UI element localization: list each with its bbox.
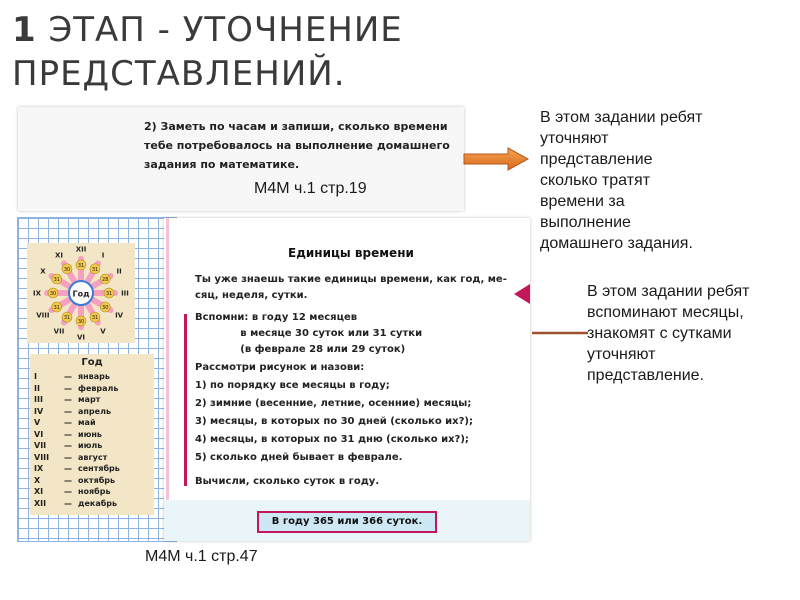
page-text-line: Вычисли, сколько суток в году. bbox=[195, 476, 380, 487]
textbook-scan-page47 bbox=[164, 218, 530, 541]
page-text-line: 1) по порядку все месяцы в году; bbox=[195, 380, 390, 391]
month-row bbox=[34, 394, 150, 406]
month-list-heading: Год bbox=[81, 357, 103, 368]
textbook-scan-page19 bbox=[18, 107, 464, 211]
month-roman: XI bbox=[34, 487, 44, 496]
month-row bbox=[34, 406, 150, 418]
year-clock-diagram bbox=[27, 243, 135, 343]
clock-day-label: 31 bbox=[91, 266, 99, 273]
note-2-line: знакомят с сутками bbox=[587, 325, 732, 342]
month-roman: III bbox=[34, 395, 43, 404]
clock-day-label: 30 bbox=[77, 319, 85, 325]
clock-numeral: IX bbox=[32, 289, 42, 298]
month-dash: — bbox=[64, 429, 72, 439]
note-1-line: времени за bbox=[540, 193, 625, 210]
month-roman: I bbox=[34, 372, 37, 381]
page-text-line: в месяце 30 суток или 31 сутки bbox=[195, 328, 423, 339]
month-roman: VIII bbox=[34, 452, 50, 462]
magenta-pointer-icon bbox=[512, 282, 532, 306]
month-dash: — bbox=[64, 441, 72, 450]
clock-numeral: XII bbox=[75, 245, 87, 254]
clock-day-label: 31 bbox=[53, 305, 60, 311]
month-name: июль bbox=[78, 441, 103, 450]
note-1-line: домашнего задания. bbox=[540, 235, 693, 252]
clock-center-label: Год bbox=[72, 289, 90, 299]
answer-box: В году 365 или 366 суток. bbox=[257, 511, 437, 533]
magenta-margin-bar bbox=[184, 314, 187, 486]
reference-page47: М4М ч.1 стр.47 bbox=[145, 548, 258, 565]
month-dash: — bbox=[64, 498, 72, 508]
month-row bbox=[34, 429, 150, 441]
month-dash: — bbox=[64, 418, 72, 427]
clock-day-label: 31 bbox=[53, 277, 60, 283]
line-arrow-icon bbox=[530, 326, 590, 340]
month-dash: — bbox=[64, 475, 72, 485]
clock-numeral: VIII bbox=[36, 311, 50, 320]
clock-day-label: 28 bbox=[102, 277, 109, 283]
clock-numeral: II bbox=[116, 267, 122, 276]
month-name: сентябрь bbox=[78, 464, 120, 473]
clock-numeral: III bbox=[121, 289, 129, 298]
note-1-line: сколько тратят bbox=[540, 172, 651, 189]
note-1-line: представление bbox=[540, 151, 653, 168]
clock-numeral: X bbox=[40, 267, 46, 276]
clock-day-label: 30 bbox=[49, 291, 57, 297]
reference-page19: М4М ч.1 стр.19 bbox=[254, 180, 367, 197]
orange-arrow-icon bbox=[462, 145, 530, 173]
note-1 bbox=[540, 107, 790, 254]
month-name: август bbox=[78, 452, 108, 462]
page-text-line: 5) сколько дней бывает в феврале. bbox=[195, 452, 403, 463]
slide-title bbox=[12, 8, 572, 96]
title-line1: ЭТАП - УТОЧНЕНИЕ bbox=[36, 10, 403, 50]
clock-numeral: XI bbox=[54, 251, 64, 260]
month-dash: — bbox=[64, 406, 72, 416]
month-name: май bbox=[78, 418, 96, 427]
month-name: март bbox=[78, 395, 101, 404]
clock-day-label: 30 bbox=[102, 305, 109, 311]
note-2-line: уточняют bbox=[587, 346, 656, 363]
month-roman: VII bbox=[34, 441, 47, 450]
clock-day-label: 31 bbox=[77, 263, 85, 269]
month-roman: VI bbox=[34, 429, 44, 439]
month-row bbox=[34, 486, 150, 498]
note-2-line: представление. bbox=[587, 367, 704, 384]
clock-day-label: 30 bbox=[63, 266, 71, 273]
month-row bbox=[34, 452, 150, 464]
month-dash: — bbox=[64, 487, 72, 496]
month-row bbox=[34, 440, 150, 452]
month-name: апрель bbox=[78, 406, 111, 416]
page-text-line: Вспомни: в году 12 месяцев bbox=[195, 312, 358, 323]
month-name: февраль bbox=[78, 383, 119, 393]
clock-numeral: IV bbox=[115, 311, 124, 320]
month-row bbox=[34, 463, 150, 475]
note-1-line: уточняют bbox=[540, 130, 609, 147]
month-roman: V bbox=[34, 418, 41, 427]
month-row bbox=[34, 417, 150, 429]
month-name: ноябрь bbox=[78, 487, 111, 496]
note-1-line: выполнение bbox=[540, 214, 631, 231]
clock-numeral: VII bbox=[53, 327, 65, 336]
clock-numeral: I bbox=[101, 251, 105, 260]
page-text-line: 2) зимние (весенние, летние, осенние) месяцы; bbox=[195, 398, 472, 409]
clock-numeral: VI bbox=[76, 333, 86, 342]
month-dash: — bbox=[64, 452, 72, 462]
month-roman: XII bbox=[34, 498, 47, 508]
clock-day-label: 31 bbox=[91, 315, 99, 322]
title-number: 1 bbox=[12, 10, 37, 50]
month-name: январь bbox=[78, 372, 110, 381]
page-text-line: Ты уже знаешь такие единицы времени, как год, ме- bbox=[195, 274, 507, 285]
page-text-line: (в феврале 28 или 29 суток) bbox=[195, 344, 406, 355]
clock-day-label: 31 bbox=[63, 315, 71, 322]
clock-numeral: V bbox=[100, 327, 106, 336]
month-dash: — bbox=[64, 383, 72, 393]
month-roman: II bbox=[34, 383, 40, 393]
month-row bbox=[34, 371, 150, 383]
task-text: 2) Заметь по часам и запиши, сколько времени тебе потребовалось на выполнение домашнего задания по математике. bbox=[144, 120, 450, 171]
month-row bbox=[34, 498, 150, 510]
page-text-line: сяц, неделя, сутки. bbox=[195, 290, 308, 301]
page-text-line: Рассмотри рисунок и назови: bbox=[195, 362, 365, 373]
note-2-line: вспоминают месяцы, bbox=[587, 304, 744, 321]
month-dash: — bbox=[64, 464, 72, 473]
month-name: октябрь bbox=[78, 475, 116, 485]
month-row bbox=[34, 475, 150, 487]
page-margin-strip bbox=[166, 218, 169, 541]
month-roman: IV bbox=[34, 406, 44, 416]
month-name: июнь bbox=[78, 429, 102, 439]
month-dash: — bbox=[64, 395, 72, 404]
page-text-line: 3) месяцы, в которых по 30 дней (сколько их?); bbox=[195, 416, 473, 427]
title-line2: ПРЕДСТАВЛЕНИЙ. bbox=[12, 54, 346, 94]
note-2 bbox=[587, 281, 797, 386]
note-2-line: В этом задании ребят bbox=[587, 283, 750, 300]
page-heading: Единицы времени bbox=[288, 246, 414, 260]
month-roman: X bbox=[34, 475, 41, 485]
month-name: декабрь bbox=[78, 498, 118, 508]
month-row bbox=[34, 383, 150, 395]
month-list bbox=[30, 354, 154, 515]
page-text-line: 4) месяцы, в которых по 31 дню (сколько их?); bbox=[195, 434, 469, 445]
note-1-line: В этом задании ребят bbox=[540, 109, 703, 126]
month-roman: IX bbox=[34, 464, 44, 473]
clock-day-label: 31 bbox=[105, 291, 113, 297]
month-dash: — bbox=[64, 372, 72, 381]
